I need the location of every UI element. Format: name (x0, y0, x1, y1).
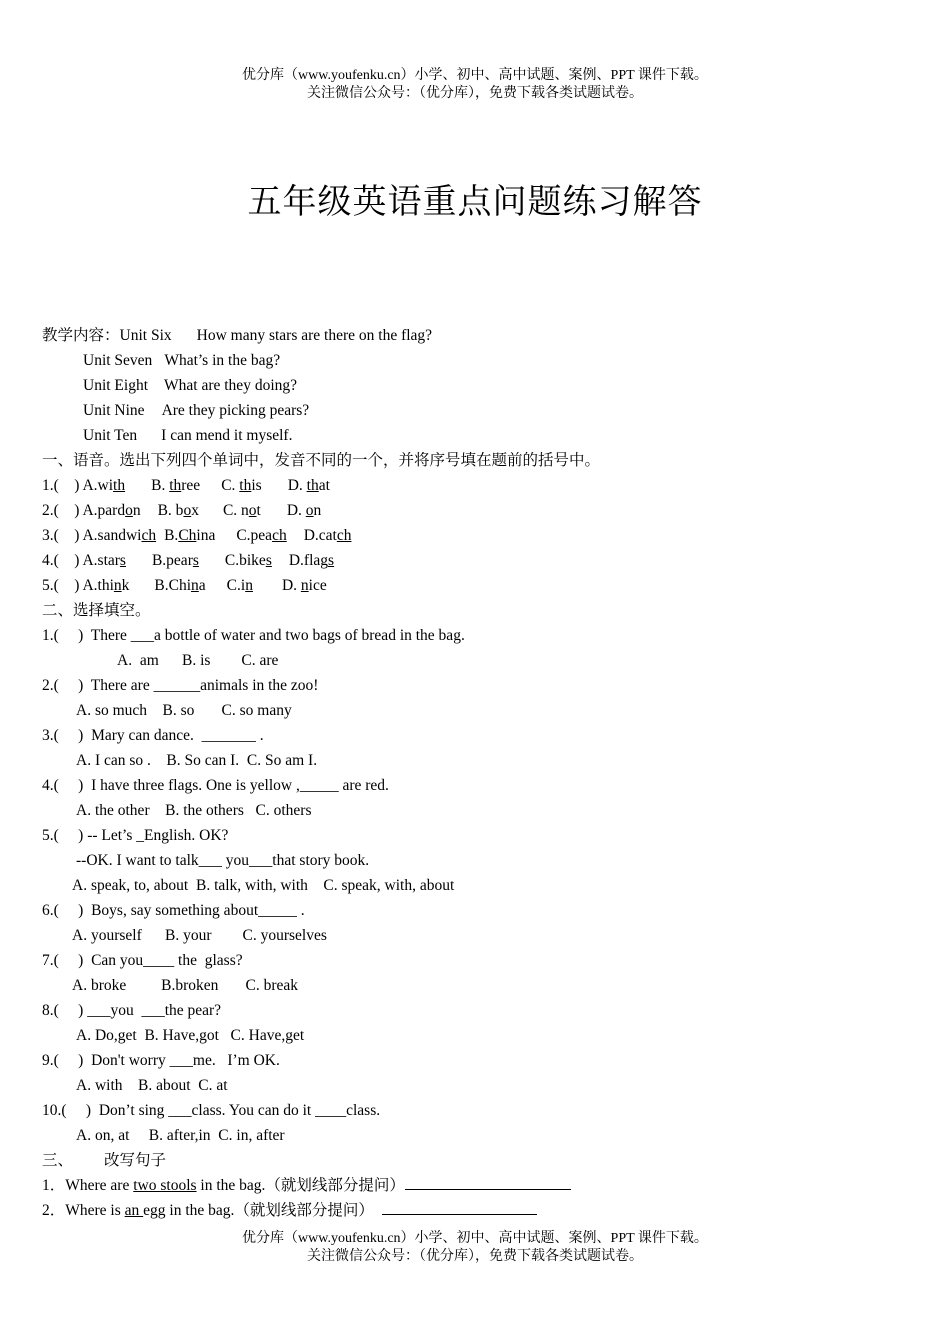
document-title: 五年级英语重点问题练习解答 (247, 182, 703, 222)
phonics-question: 4.( ) A.stars B.pears C.bikes D.flags (42, 552, 335, 569)
mc-question: 3.( ) Mary can dance. _______ . (42, 727, 264, 744)
phonics-question: 5.( ) A.think B.China C.in D. nice (42, 577, 327, 594)
mc-question: 4.( ) I have three flags. One is yellow ,_____ are red. (42, 777, 389, 794)
content-label: 教学内容： (42, 327, 120, 344)
content-unit-line (42, 348, 922, 373)
mc-question: 1.( ) There ___a bottle of water and two bags of bread in the bag. (42, 627, 465, 644)
mc-options: A. I can so . B. So can I. C. So am I. (76, 752, 318, 769)
unit-topic: How many stars are there on the flag? (196, 327, 433, 344)
footer-line-1: 优分库（www.youfenku.cn）小学、初中、高中试题、案例、PPT 课件下载。 (242, 1231, 708, 1246)
content-unit-line (42, 323, 922, 348)
answer-blank[interactable] (382, 1198, 537, 1215)
unit-name: Unit Ten (83, 427, 138, 444)
mc-question-continued: --OK. I want to talk___ you___that story book. (76, 852, 370, 869)
section-heading: 三、 改写句子 (42, 1152, 167, 1169)
unit-name: Unit Eight (83, 377, 149, 394)
unit-topic: What’s in the bag? (164, 352, 281, 369)
header-line-2: 关注微信公众号：（优分库），免费下载各类试题试卷。 (307, 86, 643, 101)
mc-question: 9.( ) Don't worry ___me. I’m OK. (42, 1052, 280, 1069)
phonics-question: 3.( ) A.sandwich B.China C.peach D.catch (42, 527, 352, 544)
unit-topic: I can mend it myself. (161, 427, 293, 444)
phonics-question: 1.( ) A.with B. three C. this D. that (42, 477, 330, 494)
mc-options: A. the other B. the others C. others (76, 802, 312, 819)
mc-options: A. speak, to, about B. talk, with, with C. speak, with, about (72, 877, 455, 894)
mc-options: A. with B. about C. at (76, 1077, 228, 1094)
unit-name: Unit Six (119, 327, 172, 344)
mc-question: 10.( ) Don’t sing ___class. You can do it ____class. (42, 1102, 381, 1119)
section-heading: 二、选择填空。 (42, 602, 151, 619)
mc-question: 6.( ) Boys, say something about_____ . (42, 902, 305, 919)
mc-options: A. broke B.broken C. break (72, 977, 298, 994)
document-body (42, 323, 922, 1223)
page-footer (0, 1230, 950, 1266)
mc-options: A. on, at B. after,in C. in, after (76, 1127, 285, 1144)
page-header (0, 67, 950, 103)
mc-options: A. so much B. so C. so many (76, 702, 292, 719)
answer-blank[interactable] (405, 1173, 571, 1190)
content-unit-line (42, 423, 922, 448)
unit-name: Unit Nine (83, 402, 145, 419)
unit-topic: What are they doing? (164, 377, 297, 394)
footer-line-2: 关注微信公众号：（优分库），免费下载各类试题试卷。 (307, 1249, 643, 1264)
unit-topic: Are they picking pears? (161, 402, 310, 419)
content-unit-line (42, 398, 922, 423)
mc-question: 5.( ) -- Let’s _English. OK? (42, 827, 229, 844)
unit-name: Unit Seven (83, 352, 153, 369)
mc-question: 7.( ) Can you____ the glass? (42, 952, 243, 969)
mc-question: 2.( ) There are ______animals in the zoo! (42, 677, 319, 694)
mc-options: A. yourself B. your C. yourselves (72, 927, 327, 944)
section-heading: 一、语音。选出下列四个单词中，发音不同的一个，并将序号填在题前的括号中。 (42, 452, 601, 469)
mc-options: A. Do,get B. Have,got C. Have,get (76, 1027, 305, 1044)
mc-options: A. am B. is C. are (117, 652, 279, 669)
rewrite-question: 1．Where are two stools in the bag.（就划线部分提问） (42, 1173, 922, 1198)
rewrite-question: 2．Where is an egg in the bag.（就划线部分提问） (42, 1198, 922, 1223)
header-line-1: 优分库（www.youfenku.cn）小学、初中、高中试题、案例、PPT 课件下载。 (242, 68, 708, 83)
phonics-question: 2.( ) A.pardon B. box C. not D. on (42, 502, 322, 519)
mc-question: 8.( ) ___you ___the pear? (42, 1002, 222, 1019)
content-unit-line (42, 373, 922, 398)
